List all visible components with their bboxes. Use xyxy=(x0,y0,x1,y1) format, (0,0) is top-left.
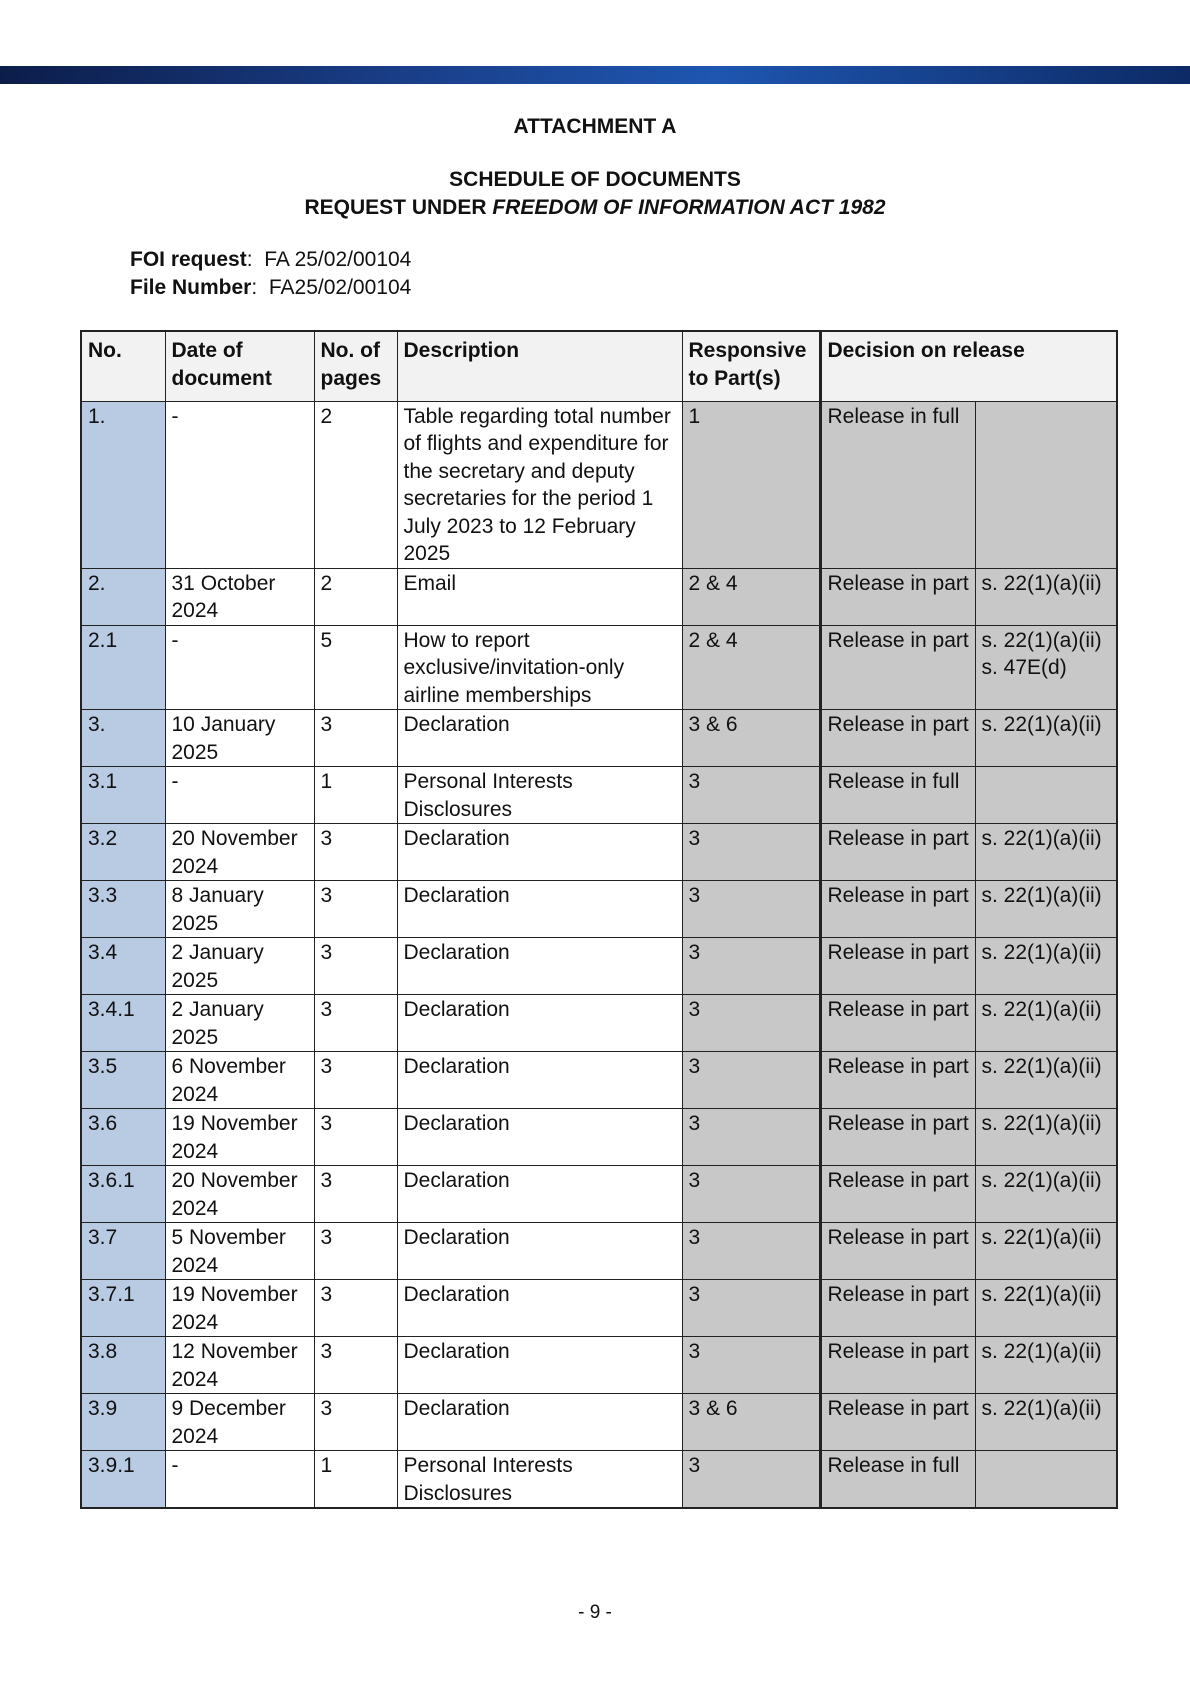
row-decision: Release in part xyxy=(820,1394,975,1451)
row-date: 5 November 2024 xyxy=(165,1223,314,1280)
table-row xyxy=(81,1223,1117,1280)
row-number: 3.8 xyxy=(81,1337,165,1394)
foi-request-line: FOI request: FA 25/02/00104 xyxy=(130,248,412,271)
foi-request-value: FA 25/02/00104 xyxy=(264,248,412,271)
row-decision: Release in part xyxy=(820,1337,975,1394)
row-responsive: 2 & 4 xyxy=(682,568,820,625)
row-pages: 3 xyxy=(314,1394,397,1451)
row-pages: 3 xyxy=(314,1280,397,1337)
row-exemption: s. 22(1)(a)(ii) xyxy=(975,1394,1117,1451)
table-row xyxy=(81,995,1117,1052)
row-responsive: 3 xyxy=(682,881,820,938)
row-date: 2 January 2025 xyxy=(165,938,314,995)
row-exemption: s. 22(1)(a)(ii) xyxy=(975,1223,1117,1280)
row-number: 3.9.1 xyxy=(81,1451,165,1509)
row-number: 3.2 xyxy=(81,824,165,881)
row-pages: 3 xyxy=(314,1166,397,1223)
row-description: Personal Interests Disclosures xyxy=(397,1451,682,1509)
row-number: 3.1 xyxy=(81,767,165,824)
table-row xyxy=(81,401,1117,568)
row-decision: Release in part xyxy=(820,625,975,710)
table-row xyxy=(81,1166,1117,1223)
row-date: - xyxy=(165,401,314,568)
table-row xyxy=(81,824,1117,881)
table-row xyxy=(81,568,1117,625)
row-exemption: s. 22(1)(a)(ii) xyxy=(975,1166,1117,1223)
row-pages: 2 xyxy=(314,401,397,568)
row-exemption: s. 22(1)(a)(ii) xyxy=(975,881,1117,938)
row-exemption xyxy=(975,767,1117,824)
row-date: 8 January 2025 xyxy=(165,881,314,938)
row-decision: Release in full xyxy=(820,1451,975,1509)
file-number-line: File Number: FA25/02/00104 xyxy=(130,276,412,299)
row-decision: Release in part xyxy=(820,568,975,625)
row-responsive: 3 xyxy=(682,1337,820,1394)
row-description: Declaration xyxy=(397,1052,682,1109)
row-decision: Release in part xyxy=(820,824,975,881)
row-number: 3.5 xyxy=(81,1052,165,1109)
row-description: Declaration xyxy=(397,881,682,938)
row-exemption: s. 22(1)(a)(ii) xyxy=(975,938,1117,995)
row-responsive: 3 xyxy=(682,938,820,995)
row-pages: 3 xyxy=(314,881,397,938)
row-pages: 3 xyxy=(314,1052,397,1109)
row-description: Declaration xyxy=(397,1394,682,1451)
row-date: - xyxy=(165,1451,314,1509)
row-description: Declaration xyxy=(397,824,682,881)
table-row xyxy=(81,1280,1117,1337)
row-description: Personal Interests Disclosures xyxy=(397,767,682,824)
header-band xyxy=(0,66,1190,84)
row-description: Declaration xyxy=(397,1280,682,1337)
row-exemption: s. 22(1)(a)(ii) xyxy=(975,995,1117,1052)
header-date: Date of document xyxy=(165,331,314,401)
table-row xyxy=(81,881,1117,938)
row-responsive: 3 & 6 xyxy=(682,710,820,767)
row-decision: Release in full xyxy=(820,401,975,568)
table-row xyxy=(81,1394,1117,1451)
row-pages: 3 xyxy=(314,1109,397,1166)
row-exemption: s. 22(1)(a)(ii) xyxy=(975,1109,1117,1166)
row-pages: 3 xyxy=(314,938,397,995)
table-row xyxy=(81,938,1117,995)
row-responsive: 3 xyxy=(682,1223,820,1280)
row-decision: Release in part xyxy=(820,881,975,938)
row-description: Declaration xyxy=(397,995,682,1052)
header-decision: Decision on release xyxy=(820,331,1117,401)
row-number: 3.6 xyxy=(81,1109,165,1166)
row-description: How to report exclusive/invitation-only airline memberships xyxy=(397,625,682,710)
table-row xyxy=(81,1109,1117,1166)
row-date: 31 October 2024 xyxy=(165,568,314,625)
request-title xyxy=(0,196,1190,220)
row-number: 2.1 xyxy=(81,625,165,710)
table-row xyxy=(81,1451,1117,1509)
file-number-value: FA25/02/00104 xyxy=(268,276,412,299)
row-date: 12 November 2024 xyxy=(165,1337,314,1394)
act-name: FREEDOM OF INFORMATION ACT 1982 xyxy=(492,196,886,219)
row-responsive: 3 & 6 xyxy=(682,1394,820,1451)
row-date: 10 January 2025 xyxy=(165,710,314,767)
row-decision: Release in full xyxy=(820,767,975,824)
row-responsive: 3 xyxy=(682,824,820,881)
row-description: Table regarding total number of flights and expenditure for the secretary and deputy secretaries for the period 1 July 2023 to 12 February 2025 xyxy=(397,401,682,568)
row-date: - xyxy=(165,625,314,710)
row-decision: Release in part xyxy=(820,1109,975,1166)
attachment-title: ATTACHMENT A xyxy=(513,115,677,138)
row-description: Declaration xyxy=(397,1337,682,1394)
row-date: 9 December 2024 xyxy=(165,1394,314,1451)
schedule-table xyxy=(80,330,1118,1509)
table-row xyxy=(81,767,1117,824)
row-decision: Release in part xyxy=(820,995,975,1052)
row-exemption: s. 22(1)(a)(ii) xyxy=(975,568,1117,625)
row-exemption xyxy=(975,401,1117,568)
row-number: 3.6.1 xyxy=(81,1166,165,1223)
row-exemption: s. 22(1)(a)(ii) xyxy=(975,710,1117,767)
row-description: Declaration xyxy=(397,1223,682,1280)
row-number: 3.3 xyxy=(81,881,165,938)
header-pages: No. of pages xyxy=(314,331,397,401)
row-pages: 3 xyxy=(314,1337,397,1394)
row-exemption: s. 22(1)(a)(ii) s. 47E(d) xyxy=(975,625,1117,710)
row-pages: 3 xyxy=(314,995,397,1052)
row-exemption: s. 22(1)(a)(ii) xyxy=(975,1052,1117,1109)
row-date: 20 November 2024 xyxy=(165,824,314,881)
row-date: 19 November 2024 xyxy=(165,1109,314,1166)
row-responsive: 3 xyxy=(682,1109,820,1166)
row-exemption: s. 22(1)(a)(ii) xyxy=(975,1280,1117,1337)
row-pages: 3 xyxy=(314,710,397,767)
row-date: 2 January 2025 xyxy=(165,995,314,1052)
row-exemption: s. 22(1)(a)(ii) xyxy=(975,824,1117,881)
row-exemption xyxy=(975,1451,1117,1509)
row-description: Declaration xyxy=(397,938,682,995)
row-decision: Release in part xyxy=(820,938,975,995)
row-decision: Release in part xyxy=(820,1280,975,1337)
row-decision: Release in part xyxy=(820,1052,975,1109)
row-number: 3. xyxy=(81,710,165,767)
row-pages: 1 xyxy=(314,1451,397,1509)
row-responsive: 3 xyxy=(682,1052,820,1109)
row-pages: 3 xyxy=(314,1223,397,1280)
row-description: Email xyxy=(397,568,682,625)
request-prefix: REQUEST UNDER xyxy=(304,196,493,219)
row-responsive: 3 xyxy=(682,1280,820,1337)
row-pages: 3 xyxy=(314,824,397,881)
row-date: 19 November 2024 xyxy=(165,1280,314,1337)
row-responsive: 3 xyxy=(682,995,820,1052)
row-responsive: 3 xyxy=(682,1166,820,1223)
table-row xyxy=(81,710,1117,767)
row-date: - xyxy=(165,767,314,824)
row-exemption: s. 22(1)(a)(ii) xyxy=(975,1337,1117,1394)
page-number: - 9 - xyxy=(578,1602,612,1623)
table-row xyxy=(81,1052,1117,1109)
row-responsive: 3 xyxy=(682,1451,820,1509)
header-no: No. xyxy=(81,331,165,401)
row-number: 3.9 xyxy=(81,1394,165,1451)
row-pages: 2 xyxy=(314,568,397,625)
row-number: 3.4 xyxy=(81,938,165,995)
foi-request-label: FOI request xyxy=(130,248,247,271)
row-responsive: 3 xyxy=(682,767,820,824)
file-number-label: File Number xyxy=(130,276,252,299)
row-number: 3.7 xyxy=(81,1223,165,1280)
header-description: Description xyxy=(397,331,682,401)
row-pages: 1 xyxy=(314,767,397,824)
row-responsive: 2 & 4 xyxy=(682,625,820,710)
header-responsive: Responsive to Part(s) xyxy=(682,331,820,401)
row-number: 2. xyxy=(81,568,165,625)
row-responsive: 1 xyxy=(682,401,820,568)
row-description: Declaration xyxy=(397,710,682,767)
row-description: Declaration xyxy=(397,1166,682,1223)
row-decision: Release in part xyxy=(820,710,975,767)
table-row xyxy=(81,625,1117,710)
row-pages: 5 xyxy=(314,625,397,710)
row-number: 3.4.1 xyxy=(81,995,165,1052)
row-date: 20 November 2024 xyxy=(165,1166,314,1223)
row-decision: Release in part xyxy=(820,1223,975,1280)
table-row xyxy=(81,1337,1117,1394)
row-number: 1. xyxy=(81,401,165,568)
schedule-title: SCHEDULE OF DOCUMENTS xyxy=(449,168,741,191)
row-decision: Release in part xyxy=(820,1166,975,1223)
row-date: 6 November 2024 xyxy=(165,1052,314,1109)
row-description: Declaration xyxy=(397,1109,682,1166)
row-number: 3.7.1 xyxy=(81,1280,165,1337)
